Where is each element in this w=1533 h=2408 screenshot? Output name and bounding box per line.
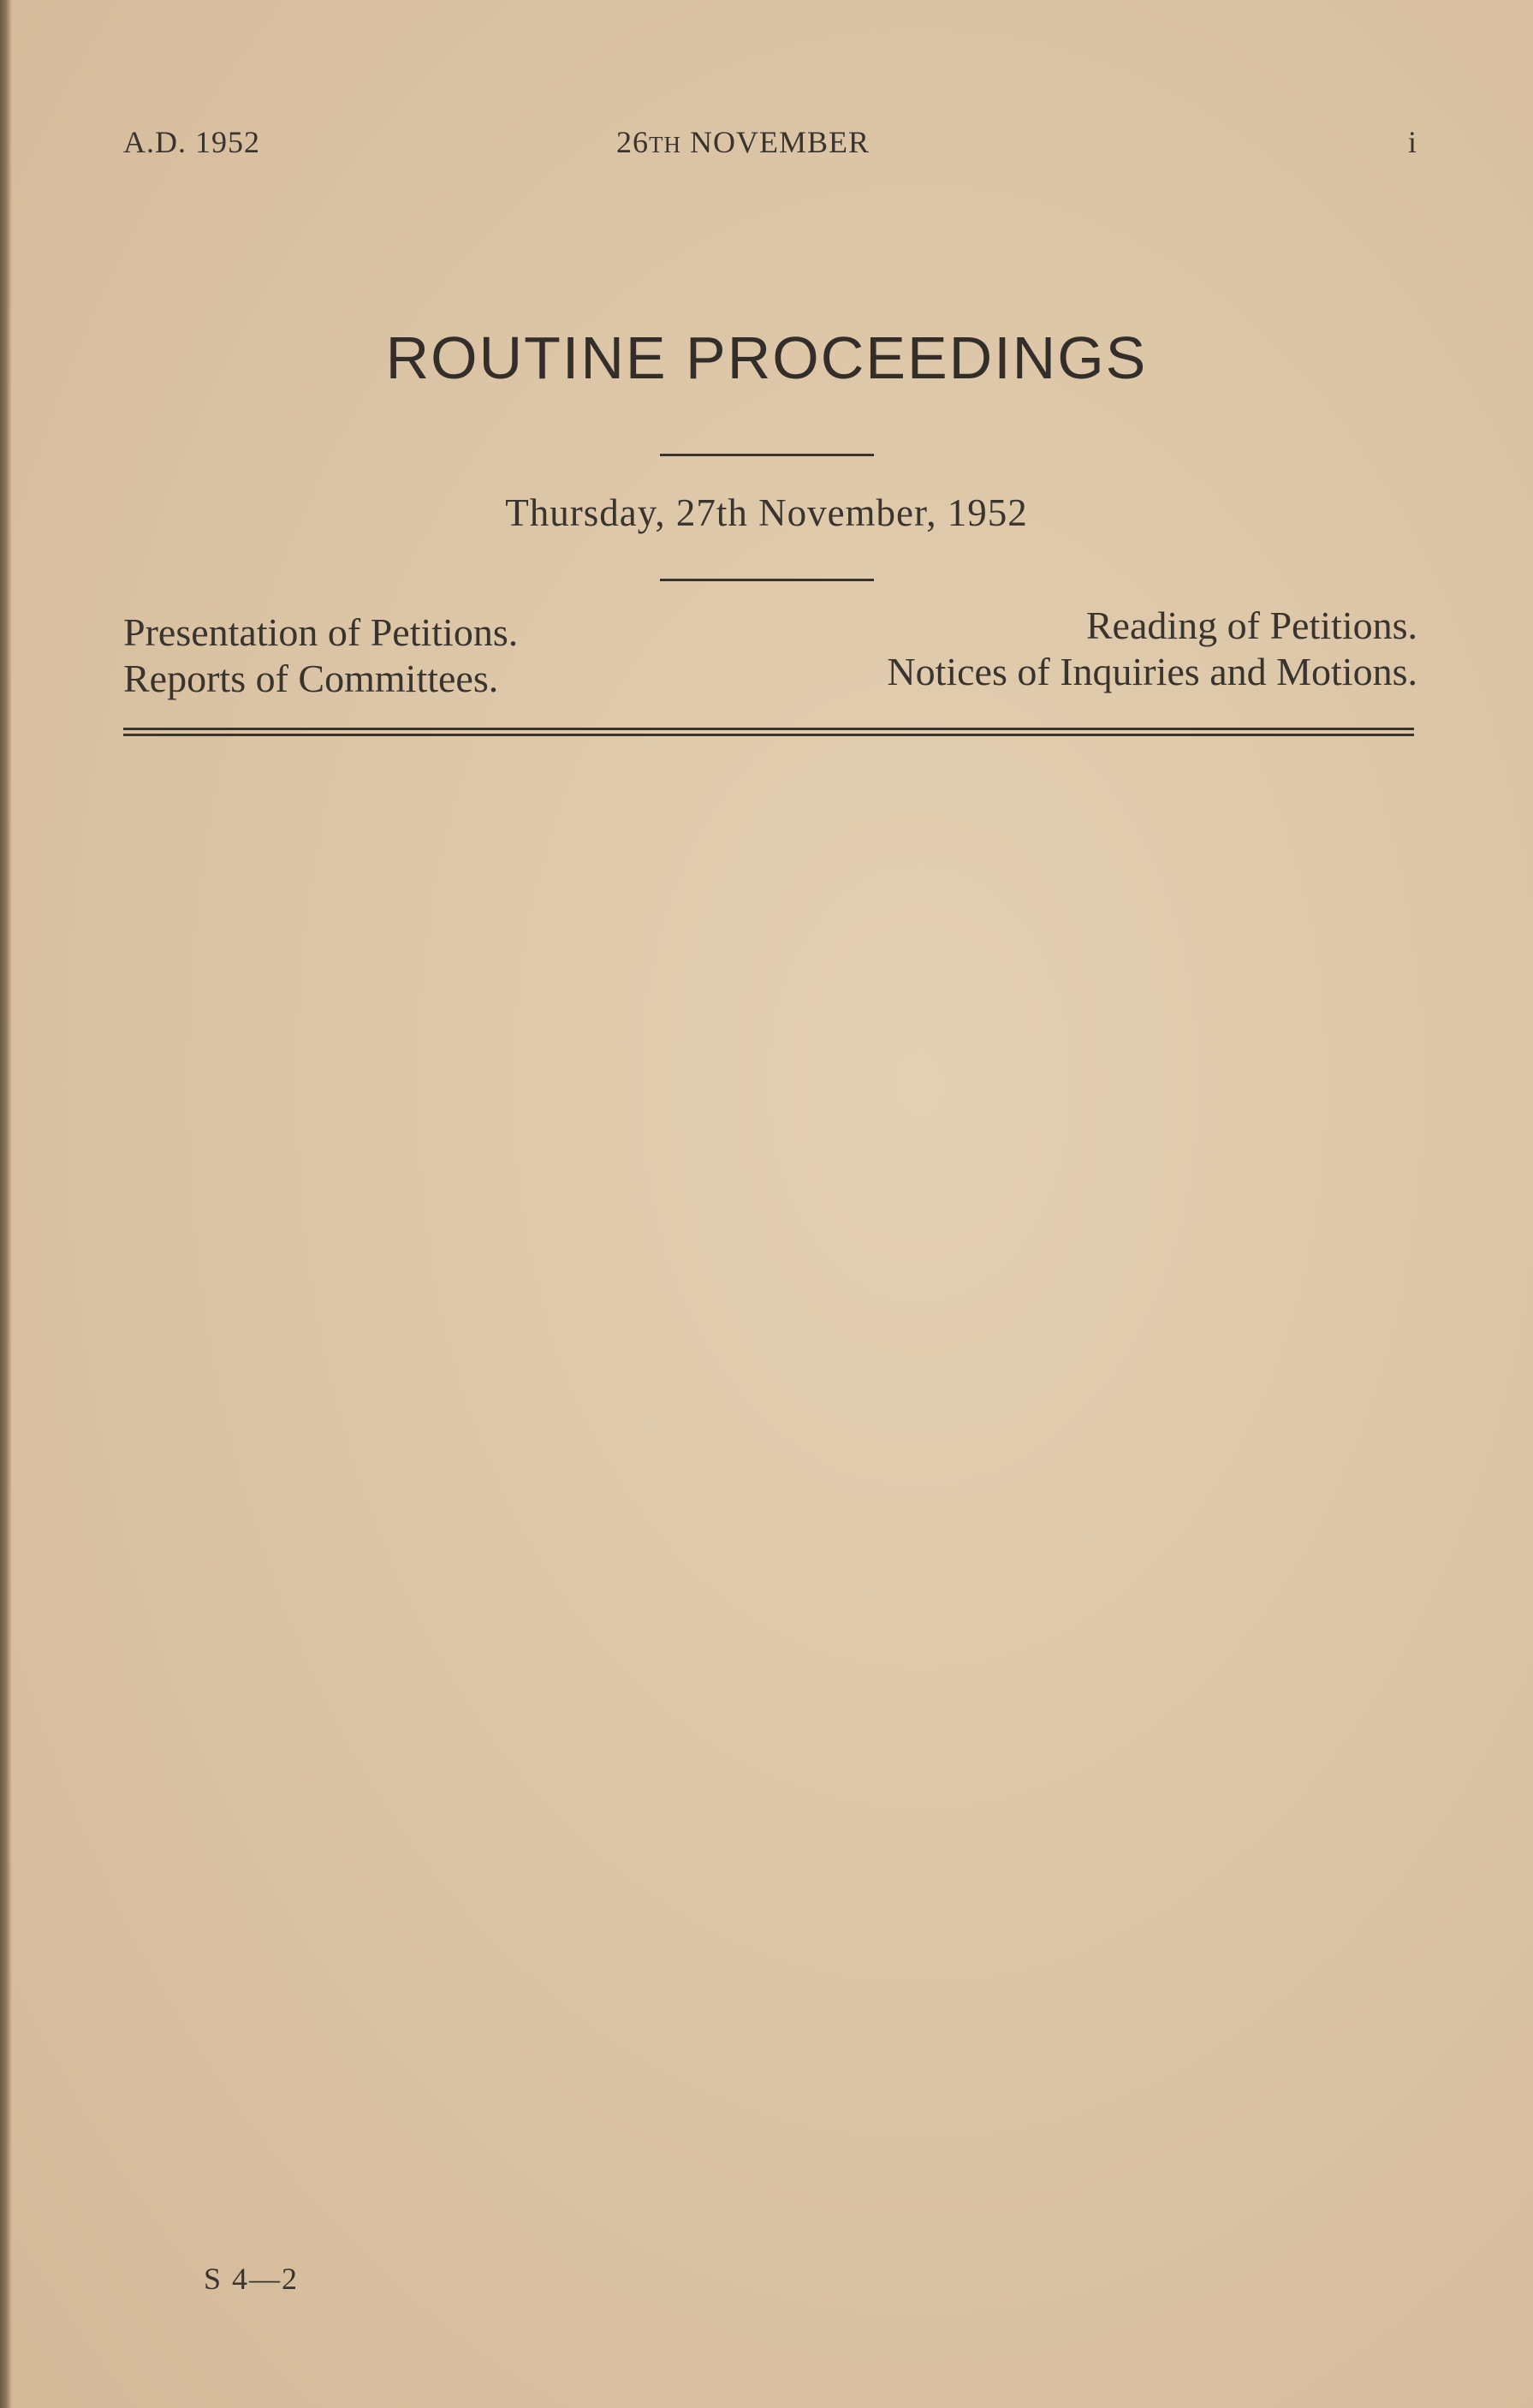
business-item-presentation-of-petitions: Presentation of Petitions. — [123, 610, 519, 654]
page-title: ROUTINE PROCEEDINGS — [385, 324, 1148, 391]
header-date-day: 26 — [616, 125, 649, 159]
header-date — [616, 124, 870, 160]
header-year: A.D. 1952 — [123, 125, 260, 159]
routine-business-list — [123, 603, 1417, 712]
header-date-suffix: TH — [649, 132, 681, 158]
page-number: i — [1407, 125, 1417, 159]
printer-signature-mark: S 4—2 — [204, 2262, 300, 2296]
date-divider — [660, 579, 874, 581]
business-item-reading-of-petitions: Reading of Petitions. — [1085, 603, 1417, 647]
sitting-date: Thursday, 27th November, 1952 — [505, 491, 1028, 534]
running-header — [123, 124, 1417, 158]
title-divider — [660, 454, 874, 456]
business-item-notices-of-inquiries: Notices of Inquiries and Motions. — [887, 650, 1417, 693]
section-double-rule — [123, 728, 1414, 736]
business-item-reports-of-committees: Reports of Committees. — [123, 657, 499, 700]
header-date-month: NOVEMBER — [690, 125, 870, 159]
